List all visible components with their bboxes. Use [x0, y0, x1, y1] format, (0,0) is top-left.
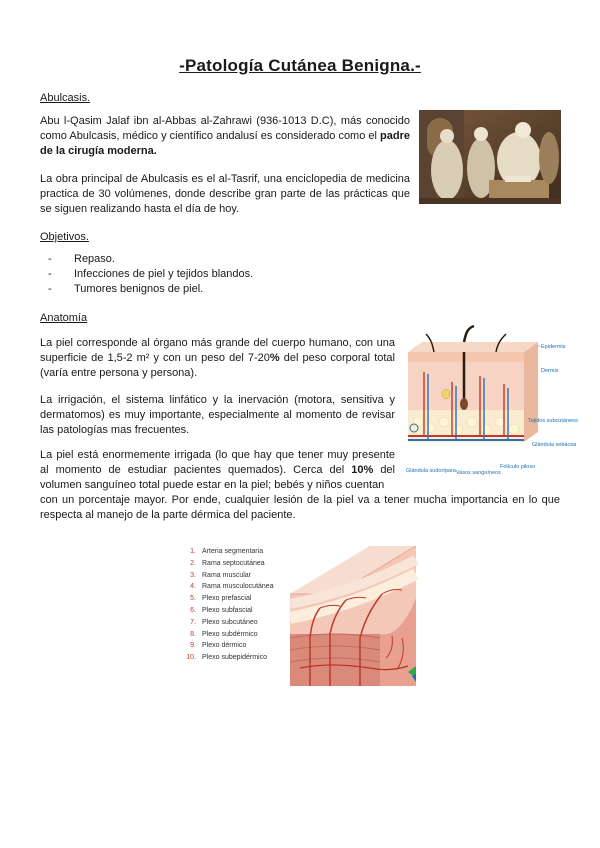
- legend-item: [176, 546, 274, 558]
- anatomia-p1-percent: %: [269, 352, 280, 364]
- label-epidermis: Epidermis: [541, 344, 566, 350]
- legend-label: Rama muscular: [202, 571, 252, 579]
- legend-number: 4.: [190, 583, 196, 591]
- legend-item: [176, 593, 274, 605]
- anatomia-paragraph-4: con un porcentaje mayor. Por ende, cualquier lesión de la piel va a tener mucha importancia en lo que respecta al manejo de la parte dérmica del paciente.: [40, 494, 560, 521]
- abulcasis-paragraph-1: [40, 114, 410, 159]
- legend-item: [176, 617, 274, 629]
- label-glandula-sebacea: Glándula sebácea: [532, 442, 577, 448]
- anatomia-p1-text: La piel corresponde al órgano más grande del cuerpo humano, con una superficie de 1,5-2 m² y con un peso del 7-20: [40, 337, 395, 364]
- label-glandula-sudoripara: Glándula sudorípara: [406, 468, 456, 474]
- page-title: -Patología Cutánea Benigna.-: [179, 56, 421, 75]
- anatomia-paragraph-1: [40, 336, 395, 381]
- legend-item: [176, 652, 274, 664]
- anatomia-paragraph-3: [40, 448, 395, 493]
- anatomia-paragraph-2: La irrigación, el sistema linfático y la inervación (motora, sensitiva y dermatomos) es muy importante, especialmente al momento de revisar las patologías mas frecuentes.: [40, 394, 395, 436]
- vascular-legend: [176, 546, 274, 664]
- legend-number: 5.: [190, 595, 196, 603]
- legend-number: 10.: [186, 654, 196, 662]
- anatomia-p1-text-end: del peso corporal total (varía entre persona y persona).: [40, 352, 395, 379]
- heading-anatomia: Anatomía: [40, 312, 88, 324]
- label-subcutaneo: Tejidos subcutáneos: [528, 418, 578, 424]
- list-item: - Infecciones de piel y tejidos blandos.: [40, 267, 253, 282]
- skin-anatomy-figure: [404, 332, 578, 482]
- list-item: - Repaso.: [40, 252, 253, 267]
- anatomia-p3-bold: 10%: [351, 464, 374, 476]
- legend-label: Plexo subdérmico: [202, 630, 258, 638]
- heading-objetivos: Objetivos.: [40, 231, 89, 243]
- abulcasis-p1-text: Abu l-Qasim Jalaf ibn al-Abbas al-Zahrawi (936-1013 D.C), más conocido como Abulcasis, médico y científico andalusí es considerado como el: [40, 115, 410, 142]
- abulcasis-painting-image: [419, 110, 561, 204]
- legend-item: [176, 558, 274, 570]
- legend-label: Plexo prefascial: [202, 595, 252, 603]
- legend-label: Arteria segmentaria: [202, 548, 264, 555]
- heading-abulcasis: Abulcasis.: [40, 92, 91, 104]
- list-item: - Tumores benignos de piel.: [40, 282, 253, 297]
- legend-number: 6.: [190, 606, 196, 614]
- vascular-plexus-figure: [290, 538, 420, 686]
- legend-number: 3.: [190, 571, 196, 579]
- legend-label: Rama septocutánea: [202, 559, 265, 567]
- label-foliculo: Folículo piloso: [500, 464, 536, 470]
- legend-label: Plexo subfascial: [202, 606, 253, 614]
- legend-number: 1.: [190, 548, 196, 555]
- legend-number: 7.: [190, 618, 196, 626]
- legend-item: [176, 581, 274, 593]
- label-vasos: Vasos sanguíneos: [456, 470, 501, 476]
- anatomia-p3-text: La piel está enormemente irrigada (lo que hay que tener muy presente al momento de estudiar pacientes quemados). Cerca del: [40, 449, 395, 476]
- legend-item: [176, 570, 274, 582]
- label-dermis: Dermis: [541, 368, 559, 374]
- legend-item: [176, 605, 274, 617]
- legend-item: [176, 629, 274, 641]
- legend-number: 2.: [190, 559, 196, 567]
- legend-number: 8.: [190, 630, 196, 638]
- abulcasis-paragraph-2: La obra principal de Abulcasis es el al-Tasrif, una enciclopedia de medicina practica de 30 volúmenes, donde describe gran parte de las prácticas que se siguen realizando hasta el día de hoy.: [40, 173, 410, 215]
- legend-label: Plexo dérmico: [202, 642, 247, 650]
- legend-number: 9.: [190, 642, 196, 650]
- legend-label: Plexo subcutáneo: [202, 618, 258, 626]
- legend-label: Plexo subepidérmico: [202, 654, 267, 662]
- legend-label: Rama musculocutánea: [202, 583, 274, 591]
- legend-item: [176, 640, 274, 652]
- objetivos-list: [40, 252, 253, 297]
- abulcasis-p1-bold: padre de la cirugía moderna.: [40, 130, 410, 157]
- anatomia-p3-text-end: del volumen sanguíneo total puede estar en la piel; bebés y niños cuentan: [40, 464, 395, 491]
